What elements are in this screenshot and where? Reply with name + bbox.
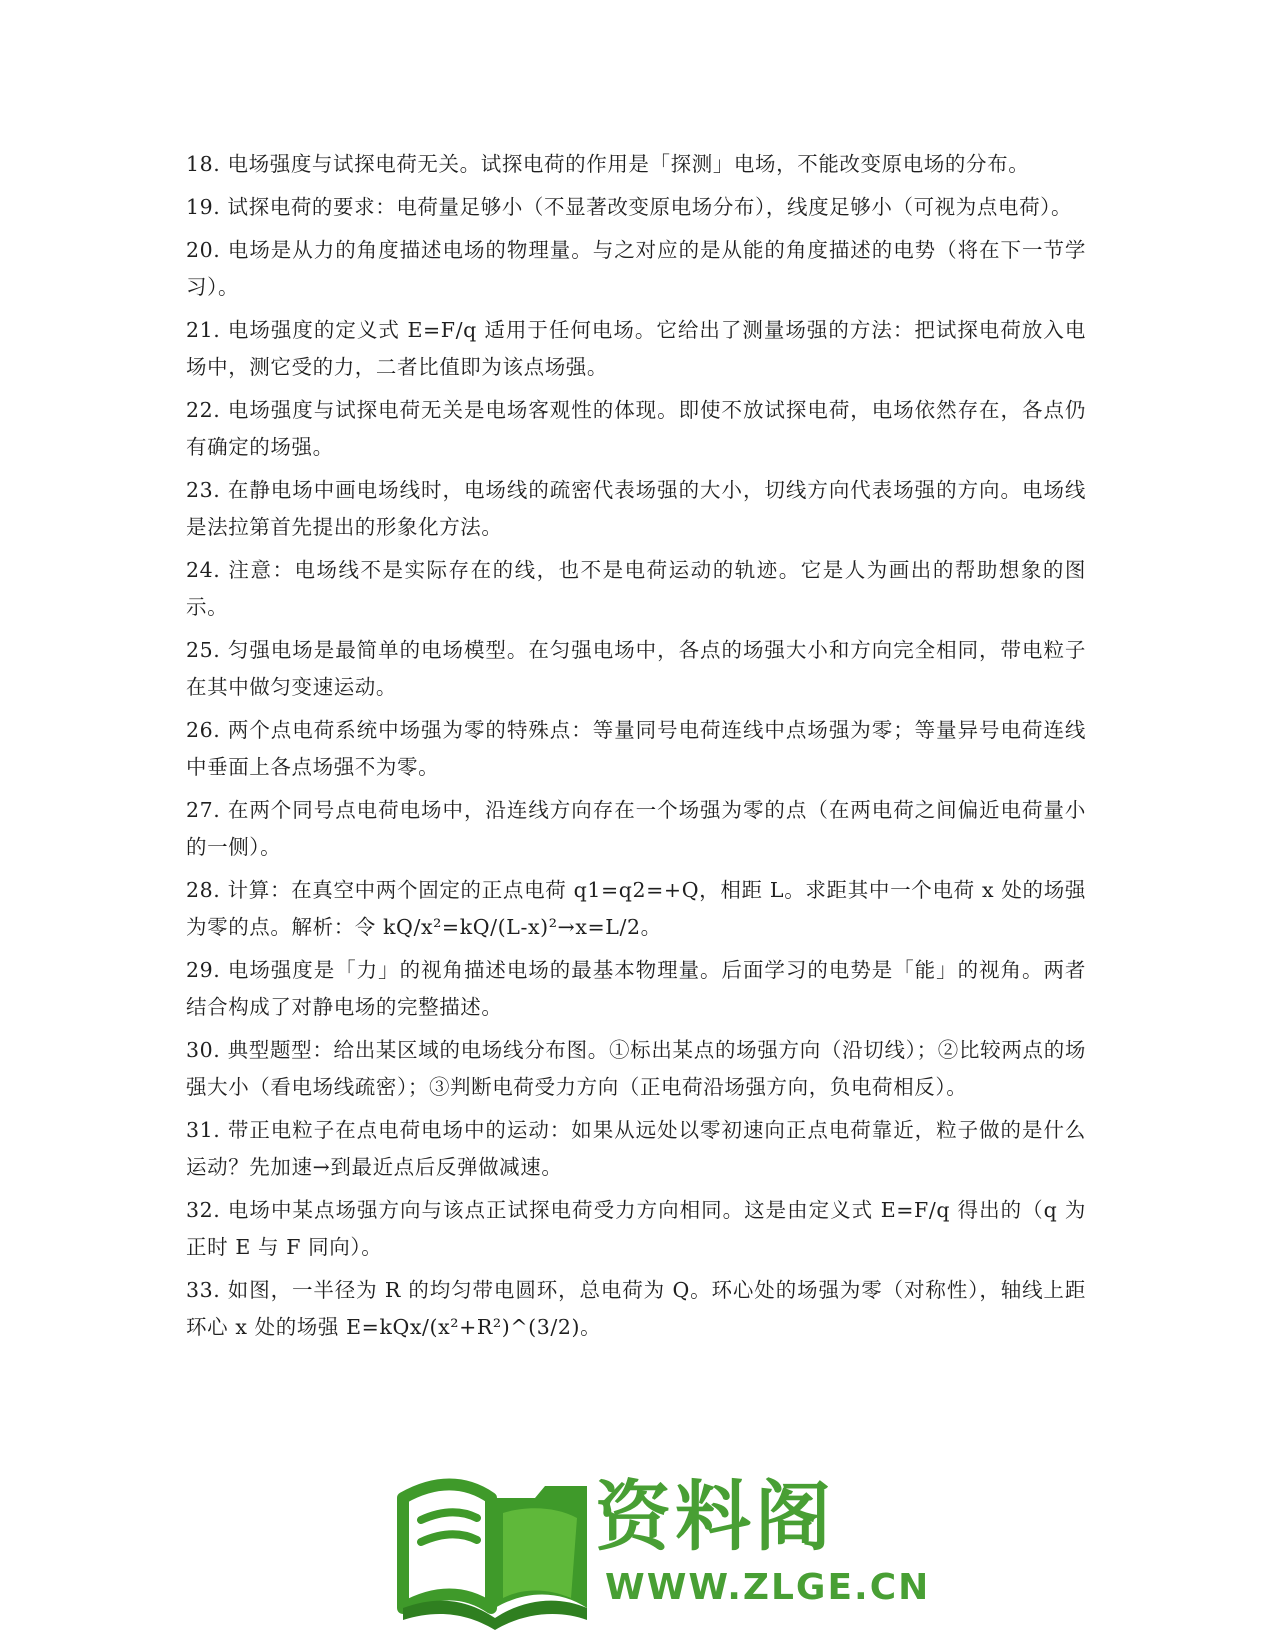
open-book-logo-icon (395, 1458, 595, 1633)
watermark (395, 1458, 931, 1633)
list-item: 18. 电场强度与试探电荷无关。试探电荷的作用是「探测」电场，不能改变原电场的分布。 (186, 152, 1030, 176)
list-item: 21. 电场强度的定义式 E=F/q 适用于任何电场。它给出了测量场强的方法：把试探电荷放入电场中，测它受的力，二者比值即为该点场强。 (186, 318, 1086, 379)
list-item: 26. 两个点电荷系统中场强为零的特殊点：等量同号电荷连线中点场强为零；等量异号电荷连线中垂面上各点场强不为零。 (186, 718, 1086, 779)
list-item: 25. 匀强电场是最简单的电场模型。在匀强电场中，各点的场强大小和方向完全相同，带电粒子在其中做匀变速运动。 (186, 638, 1086, 699)
list-item: 19. 试探电荷的要求：电荷量足够小（不显著改变原电场分布），线度足够小（可视为点电荷）。 (186, 195, 1073, 219)
list-item: 23. 在静电场中画电场线时，电场线的疏密代表场强的大小，切线方向代表场强的方向。电场线是法拉第首先提出的形象化方法。 (186, 478, 1086, 539)
list-item: 31. 带正电粒子在点电荷电场中的运动：如果从远处以零初速向正点电荷靠近，粒子做的是什么运动？先加速→到最近点后反弹做减速。 (186, 1118, 1086, 1179)
list-item: 20. 电场是从力的角度描述电场的物理量。与之对应的是从能的角度描述的电势（将在下一节学习）。 (186, 238, 1086, 299)
list-item: 29. 电场强度是「力」的视角描述电场的最基本物理量。后面学习的电势是「能」的视角。两者结合构成了对静电场的完整描述。 (186, 958, 1086, 1019)
list-item: 30. 典型题型：给出某区域的电场线分布图。①标出某点的场强方向（沿切线）；②比较两点的场强大小（看电场线疏密）；③判断电荷受力方向（正电荷沿场强方向，负电荷相反）。 (186, 1038, 1086, 1099)
list-item: 33. 如图，一半径为 R 的均匀带电圆环，总电荷为 Q。环心处的场强为零（对称性），轴线上距环心 x 处的场强 E=kQx/(x²+R²)^(3/2)。 (186, 1278, 1086, 1339)
watermark-title: 资料阁 (595, 1472, 835, 1561)
list-item: 32. 电场中某点场强方向与该点正试探电荷受力方向相同。这是由定义式 E=F/q 得出的（q 为正时 E 与 F 同向）。 (186, 1198, 1086, 1259)
list-item: 24. 注意：电场线不是实际存在的线，也不是电荷运动的轨迹。它是人为画出的帮助想象的图示。 (186, 558, 1086, 619)
list-item: 27. 在两个同号点电荷电场中，沿连线方向存在一个场强为零的点（在两电荷之间偏近电荷量小的一侧）。 (186, 798, 1086, 859)
list-item: 28. 计算：在真空中两个固定的正点电荷 q1=q2=+Q，相距 L。求距其中一个电荷 x 处的场强为零的点。解析：令 kQ/x²=kQ/(L-x)²→x=L/2。 (186, 878, 1086, 939)
document-body (186, 146, 1086, 1352)
list-item: 22. 电场强度与试探电荷无关是电场客观性的体现。即使不放试探电荷，电场依然存在，各点仍有确定的场强。 (186, 398, 1086, 459)
watermark-url: WWW.ZLGE.CN (605, 1567, 931, 1608)
